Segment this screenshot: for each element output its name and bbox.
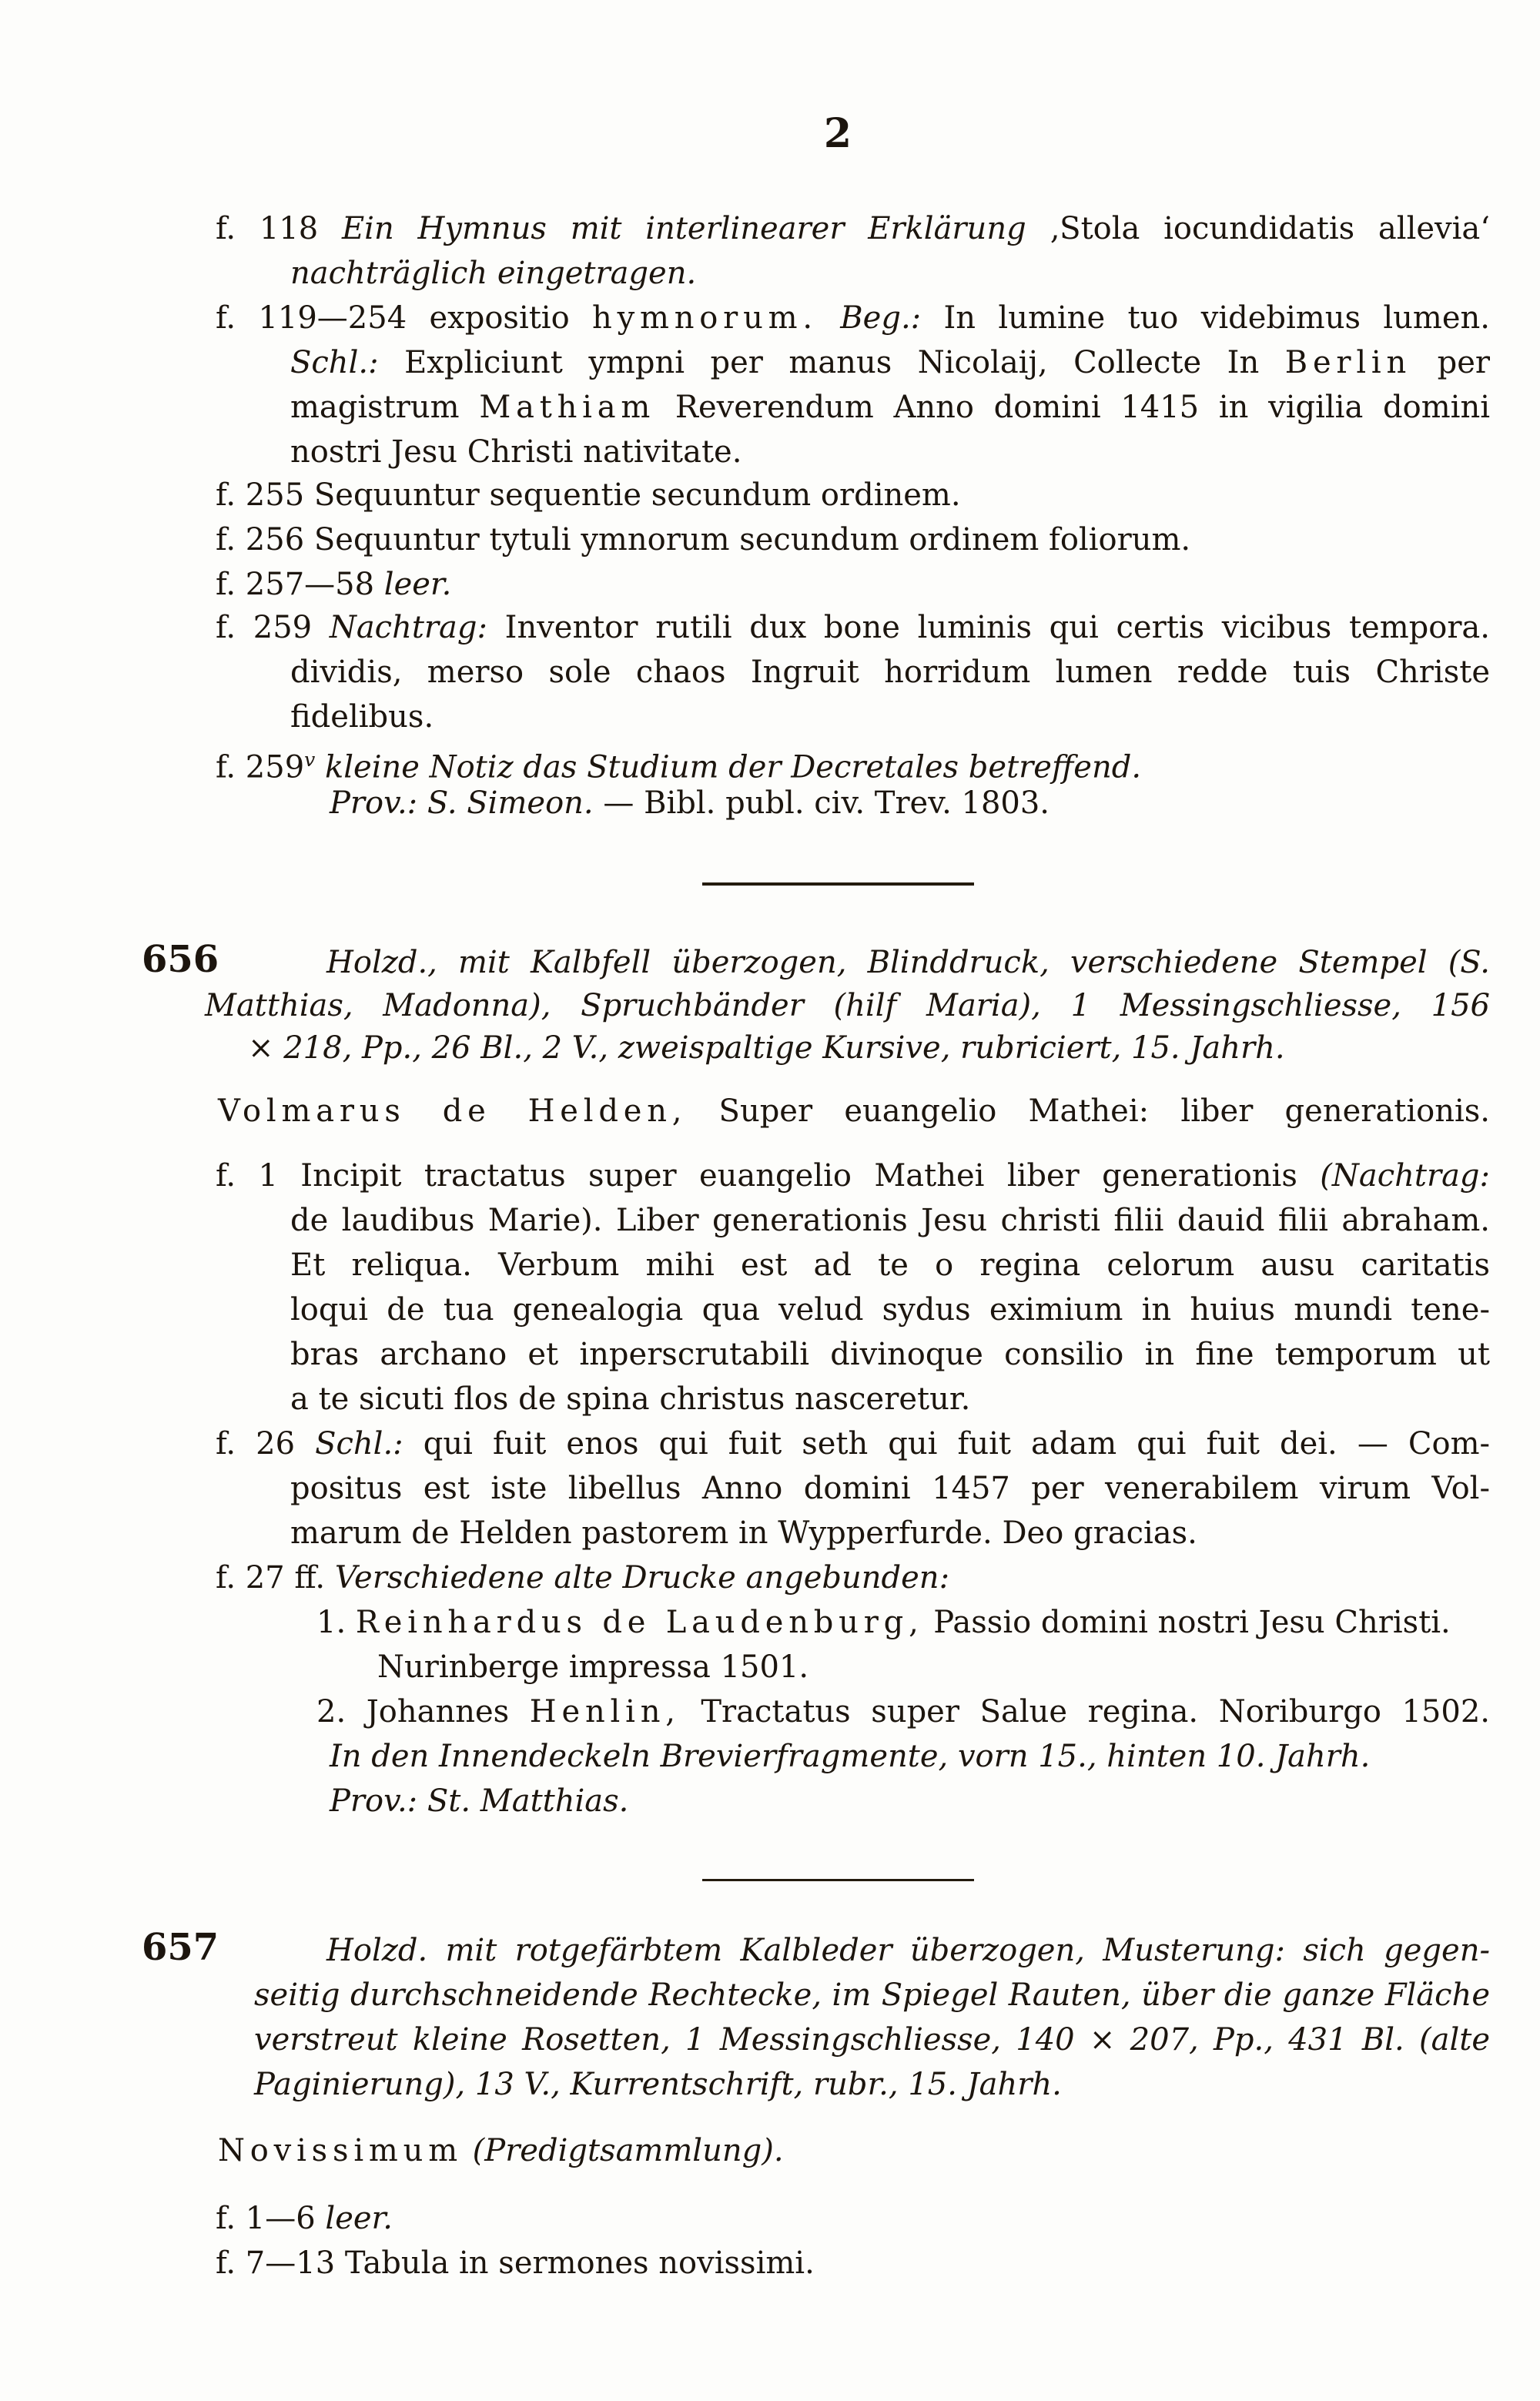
- section-divider: [702, 882, 974, 886]
- text-segment: 1.: [316, 1605, 356, 1640]
- text-segment: a te sicuti flos de spina christus nasceretur.: [290, 1381, 971, 1417]
- text-segment: Expliciunt ympni per manus Nicolaij, Collecte In: [378, 345, 1285, 380]
- text-segment: Henlin,: [529, 1694, 681, 1730]
- line-f259-cont2: [290, 698, 434, 736]
- line-656-innendeckel: [330, 1737, 1370, 1776]
- line-656-f1-cont1: [290, 1201, 1490, 1240]
- text-segment: Ein Hymnus mit interlinearer Erklärung: [341, 211, 1026, 246]
- text-segment: Super euangelio Mathei: liber generationis.: [687, 1093, 1490, 1129]
- text-segment: f. 118: [216, 211, 342, 246]
- text-segment: leer.: [325, 2201, 393, 2236]
- text-segment: de laudibus Marie). Liber generationis Jesu christi filii dauid filii abraham.: [290, 1203, 1490, 1238]
- line-f255: [216, 476, 961, 514]
- line-656-desc-2: [205, 986, 1490, 1025]
- text-segment: magistrum: [290, 390, 480, 425]
- text-segment: f. 256 Sequuntur tytuli ymnorum secundum ordinem foliorum.: [216, 522, 1191, 558]
- line-schl-3: [290, 433, 742, 471]
- text-segment: Verschiedene alte Drucke angebunden:: [334, 1560, 950, 1596]
- line-f257: [216, 565, 451, 604]
- line-657-f7-13: [216, 2244, 815, 2282]
- line-prov-simeon: [330, 784, 1050, 822]
- line-657-desc-4: [254, 2065, 1062, 2104]
- page-number: 2: [823, 110, 852, 157]
- text-segment: Passio domini nostri Jesu Christi.: [923, 1605, 1451, 1640]
- entry-number-656: 656: [142, 938, 219, 981]
- entry-number-657: 657: [142, 1926, 219, 1969]
- text-segment: Holzd. mit rotgefärbtem Kalbleder überzogen, Musterung: sich gegen-: [326, 1933, 1490, 1968]
- text-segment: 2. Johannes: [316, 1694, 530, 1730]
- text-segment: loqui de tua genealogia qua velud sydus eximium in huius mundi tene-: [290, 1292, 1490, 1328]
- text-segment: bras archano et inperscrutabili divinoque consilio in fine temporum ut: [290, 1337, 1490, 1372]
- text-segment: Prov.: St. Matthias.: [330, 1783, 629, 1819]
- text-segment: Berlin: [1284, 345, 1412, 380]
- line-656-f1-cont5: [290, 1380, 970, 1418]
- line-schl-2: [290, 388, 1490, 427]
- text-segment: Schl.:: [315, 1426, 403, 1462]
- text-segment: f. 27 ff.: [216, 1560, 335, 1596]
- line-f256: [216, 521, 1190, 559]
- line-656-f26-cont2: [290, 1514, 1197, 1552]
- line-656-f1: [216, 1157, 1490, 1195]
- section-divider: [702, 1879, 974, 1881]
- text-segment: Mathiam: [479, 390, 656, 425]
- line-656-f1-cont4: [290, 1335, 1490, 1374]
- text-segment: (Predigtsammlung).: [462, 2133, 784, 2168]
- text-segment: per: [1411, 345, 1490, 380]
- line-657-desc-3: [254, 2021, 1490, 2059]
- text-segment: Et reliqua. Verbum mihi est ad te o regina celorum ausu caritatis: [290, 1247, 1490, 1283]
- text-segment: f. 257—58: [216, 567, 384, 602]
- text-segment: verstreut kleine Rosetten, 1 Messingschliesse, 140 × 207, Pp., 431 Bl. (alte: [254, 2022, 1490, 2058]
- line-656-f26-cont1: [290, 1469, 1490, 1508]
- text-segment: Volmarus de Helden,: [218, 1093, 688, 1129]
- text-segment: — Bibl. publ. civ. Trev. 1803.: [593, 785, 1050, 821]
- text-segment: In den Innendeckeln Brevierfragmente, vorn 15., hinten 10. Jahrh.: [330, 1739, 1371, 1774]
- text-segment: Matthias, Madonna), Spruchbänder (hilf Maria), 1 Messingschliesse, 156: [205, 988, 1490, 1023]
- text-segment: f. 1—6: [216, 2201, 326, 2236]
- text-segment: nostri Jesu Christi nativitate.: [290, 434, 742, 470]
- text-segment: marum de Helden pastorem in Wypperfurde. Deo gracias.: [290, 1515, 1197, 1551]
- line-prov-matthias: [330, 1782, 628, 1820]
- text-segment: leer.: [383, 567, 452, 602]
- line-657-desc-2: [254, 1976, 1490, 2014]
- text-segment: Novissimum: [218, 2133, 463, 2168]
- text-segment: seitig durchschneidende Rechtecke, im Spiegel Rauten, über die ganze Fläche: [254, 1977, 1490, 2013]
- text-segment: Reverendum Anno domini 1415 in vigilia domini: [655, 390, 1490, 425]
- line-656-desc-3: [248, 1029, 1285, 1067]
- line-656-list-2: [316, 1693, 1490, 1731]
- text-segment: dividis, merso sole chaos Ingruit horridum lumen redde tuis Christe: [290, 655, 1490, 690]
- text-segment: f. 119—254 expositio: [216, 300, 593, 336]
- text-segment: ‚Stola iocundidatis allevia‘: [1026, 211, 1490, 246]
- line-656-list-1: [316, 1603, 1451, 1642]
- superscript-v: v: [304, 748, 316, 771]
- text-segment: Inventor rutili dux bone luminis qui certis vicibus tempora.: [487, 610, 1490, 645]
- text-segment: f. 259: [216, 610, 330, 645]
- line-656-f26: [216, 1425, 1490, 1463]
- line-f259v: [216, 741, 1141, 786]
- text-segment: nachträglich eingetragen.: [290, 256, 697, 291]
- text-segment: Reinhardus de Laudenburg,: [355, 1605, 924, 1640]
- line-656-desc-1: [326, 943, 1490, 982]
- text-segment: positus est iste libellus Anno domini 1457 per venerabilem virum Vol-: [290, 1471, 1490, 1506]
- line-656-f1-cont3: [290, 1291, 1490, 1329]
- text-segment: f. 255 Sequuntur sequentie secundum ordinem.: [216, 477, 961, 513]
- text-segment: hymnorum.: [592, 300, 818, 336]
- line-656-list-1b: [377, 1648, 808, 1686]
- text-segment: fidelibus.: [290, 699, 434, 735]
- text-segment: Beg.:: [817, 300, 922, 336]
- line-f118-cont: [290, 254, 696, 293]
- line-656-f1-cont2: [290, 1246, 1490, 1284]
- text-segment: Holzd., mit Kalbfell überzogen, Blinddruck, verschiedene Stempel (S.: [326, 945, 1490, 980]
- line-f259: [216, 608, 1490, 647]
- line-656-heading: [218, 1092, 1490, 1130]
- text-segment: kleine Notiz das Studium der Decretales betreffend.: [315, 749, 1142, 785]
- text-segment: Nurinberge impressa 1501.: [377, 1649, 809, 1685]
- line-657-heading: [218, 2131, 784, 2170]
- text-segment: Tractatus super Salue regina. Noriburgo 1502.: [680, 1694, 1490, 1730]
- text-segment: Prov.: S. Simeon.: [330, 785, 594, 821]
- line-f259-cont1: [290, 653, 1490, 692]
- line-schl-1: [290, 343, 1490, 382]
- text-segment: Paginierung), 13 V., Kurrentschrift, rubr., 15. Jahrh.: [254, 2067, 1062, 2102]
- text-segment: In lumine tuo videbimus lumen.: [921, 300, 1491, 336]
- line-f118: [216, 209, 1490, 248]
- text-segment: f. 26: [216, 1426, 316, 1462]
- text-segment: Nachtrag:: [329, 610, 487, 645]
- text-segment: Schl.:: [290, 345, 379, 380]
- line-657-desc-1: [326, 1931, 1490, 1970]
- text-segment: f. 259: [216, 749, 305, 785]
- text-segment: qui fuit enos qui fuit seth qui fuit adam qui fuit dei. — Com-: [403, 1426, 1491, 1462]
- line-657-f1-6: [216, 2199, 393, 2238]
- text-segment: × 218, Pp., 26 Bl., 2 V., zweispaltige Kursive, rubriciert, 15. Jahrh.: [248, 1030, 1285, 1066]
- line-f119: [216, 299, 1490, 337]
- text-segment: f. 7—13 Tabula in sermones novissimi.: [216, 2245, 815, 2281]
- line-656-f27: [216, 1559, 949, 1597]
- text-segment: f. 1 Incipit tractatus super euangelio Mathei liber generationis: [216, 1158, 1321, 1194]
- text-segment: (Nachtrag:: [1320, 1158, 1490, 1194]
